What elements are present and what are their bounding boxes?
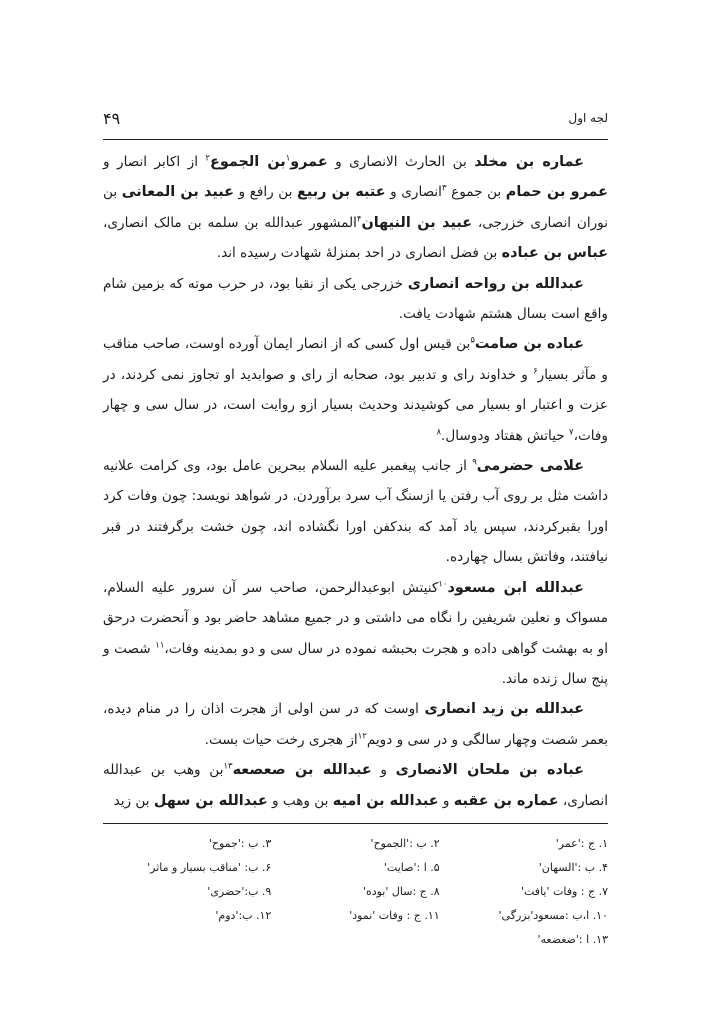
person-name: عماره بن مخلد (474, 154, 584, 170)
person-name: عبدالله بن امیه (332, 792, 439, 809)
footnote-marker: ۱ (285, 153, 291, 164)
footnote-row (103, 832, 608, 856)
header-rule (103, 139, 608, 140)
text-run: از هجری رخت حیات بست. (204, 731, 358, 748)
text-run: بن وهب بن عبدالله انصاری، (103, 762, 608, 809)
text-run: بن جموع (446, 184, 506, 201)
person-name: عبدالله بن صعصعه (232, 762, 372, 779)
paragraph (103, 329, 608, 451)
paragraph (103, 573, 608, 695)
text-run: حیاتش هفتاد ودوسال. (441, 427, 570, 444)
text-run: بن رافع و (233, 184, 297, 201)
footnote-marker: ۶ (533, 366, 538, 377)
paragraph (103, 694, 608, 755)
person-name: عباده بن صامت (474, 336, 584, 353)
person-name: عبدالله بن رواحه انصاری (407, 275, 585, 292)
footnote-marker: ۱۲ (357, 731, 367, 742)
footnote-item: ۱. ج :'عمر' (555, 837, 608, 850)
footnote-row (103, 928, 608, 952)
running-title: لجه اول (568, 111, 608, 125)
paragraph (103, 755, 608, 816)
person-name: عباس بن عباده (501, 245, 608, 262)
footnote-rule (103, 823, 608, 824)
footnote-marker: ۴ (356, 214, 362, 225)
text-run: بن الحارث الانصاری و (327, 154, 475, 170)
footnote-item: ۶. ب: 'مناقب بسیار و ماثر' (147, 861, 272, 874)
footnote-marker: ۱۰ (438, 579, 448, 590)
footnote-marker: ۵ (470, 335, 475, 346)
body-text (103, 147, 608, 816)
footnote-item: ۲. ب :'الجموح' (370, 837, 440, 850)
text-run: و (371, 762, 396, 779)
footnote-item: ۱۰. ا،ب :مسعود'بزرگی' (498, 909, 608, 922)
footnote-marker: ۱۳ (223, 761, 233, 772)
text-run: خزرجی یکی از نقبا بود، در حرب موته که بزمین شام واقع است بسال هشتم شهادت یافت. (103, 275, 608, 323)
text-run: کنیتش ابوعبدالرحمن، صاحب سر آن سرور علیه السلام، مسواک و نعلین شریفین را نگاه می داشتی و در جمیع مشاهد حاضر بود و آنحضرت درحق او به بهشت گواهی داده و هجرت بحبشه نموده در سال سی و دو بمدینه وفات، (103, 579, 608, 657)
person-name: عماره بن عقبه (453, 792, 559, 809)
paragraph (103, 269, 608, 330)
footnote-item: ۱۲. ب:'دوم' (215, 909, 272, 922)
text-run: و خداوند رای و تدبیر بود، صحابه از رای و صوابدید او تجاوز نمی کردند، در عزت و اعتبار او بسیار می کوشیدند وحدیث بسیار ازو روایت است، در سال سی و چهار وفات، (103, 366, 608, 444)
person-name: علامی حضرمی (476, 458, 584, 475)
person-name: عبید بن النیهان (361, 214, 473, 231)
paragraph (103, 451, 608, 573)
text-run: و (438, 792, 454, 809)
person-name: عبید بن المعانی (121, 184, 234, 201)
footnote-marker: ۹ (472, 457, 477, 468)
footnote-item: ۳. ب :'جموح' (208, 837, 272, 850)
text-run: بن قیس اول کسی که از انصار ایمان آورده اوست، صاحب مناقب و مآثر بسیار (103, 336, 608, 383)
person-name: عبدالله بن زید انصاری (424, 701, 585, 718)
text-run: بن فضل انصاری در احد بمنزلهٔ شهادت رسیده اند. (216, 245, 502, 262)
person-name: عبدالله ابن مسعود (447, 579, 584, 596)
text-run: بن نوران انصاری خزرجی، (103, 184, 608, 231)
text-run: از جانب پیغمبر علیه السلام ببحرین عامل بود، وی کرامت علانیه داشت مثل بر روی آب رفتن یا ازسنگ آب سرد برآوردن. در شواهد نویسد: چون وفات کرد اورا بقبرکردند، سپس یاد آمد که بندکفن اورا نگشاده اند، چون خشت برگرفتند در قبر نیافتند، وفاتش بسال چهارده. (103, 458, 608, 566)
person-name: بن الجموع (210, 154, 286, 170)
footnote-marker: ۲ (205, 153, 210, 164)
person-name: عمرو بن حمام (505, 184, 608, 201)
page-number: ۴۹ (103, 109, 121, 128)
footnote-item: ۱۳. ا :'ضغضعه' (537, 933, 608, 946)
footnote-row (103, 904, 608, 928)
paragraph (103, 147, 608, 269)
footnote-item: ۴. ب :'السهان' (538, 861, 608, 874)
footnote-marker: ۳ (441, 183, 447, 194)
footnote-marker: ۱۱ (155, 639, 165, 650)
footnote-row (103, 856, 608, 880)
footnote-marker: ۷ (569, 427, 574, 438)
text-run: اوست که در سن اولی از هجرت اذان را در منام دیده، بعمر شصت وچهار سالگی و در سی و دویم (103, 701, 608, 748)
text-run: بن وهب و (267, 792, 333, 809)
footnote-item: ۹. ب:'حضری' (207, 885, 272, 898)
page-header (103, 109, 608, 139)
person-name: عباده بن ملحان الانصاری (395, 762, 584, 779)
footnotes (103, 832, 608, 952)
text-run: بن زید (113, 792, 154, 809)
text-run: المشهور عبدالله بن سلمه بن مالک انصاری، (103, 214, 357, 231)
footnote-marker: ۸ (436, 427, 442, 438)
footnote-item: ۷. ج : وفات 'یافت' (520, 885, 608, 898)
footnote-item: ۸. ج :سال 'بوده' (362, 885, 440, 898)
text-run: انصاری و (385, 184, 442, 201)
footnote-row (103, 880, 608, 904)
footnote-item: ۱۱. ج : وفات 'نمود' (349, 909, 440, 922)
text-run: شصت و پنج سال زنده ماند. (103, 640, 608, 687)
person-name: عمرو (290, 154, 328, 170)
person-name: عتبه بن ربیع (296, 184, 386, 201)
text-run: از اکابر انصار و (103, 154, 206, 170)
person-name: عبدالله بن سهل (153, 792, 268, 809)
footnote-item: ۵. ا :'صایت' (383, 861, 440, 874)
